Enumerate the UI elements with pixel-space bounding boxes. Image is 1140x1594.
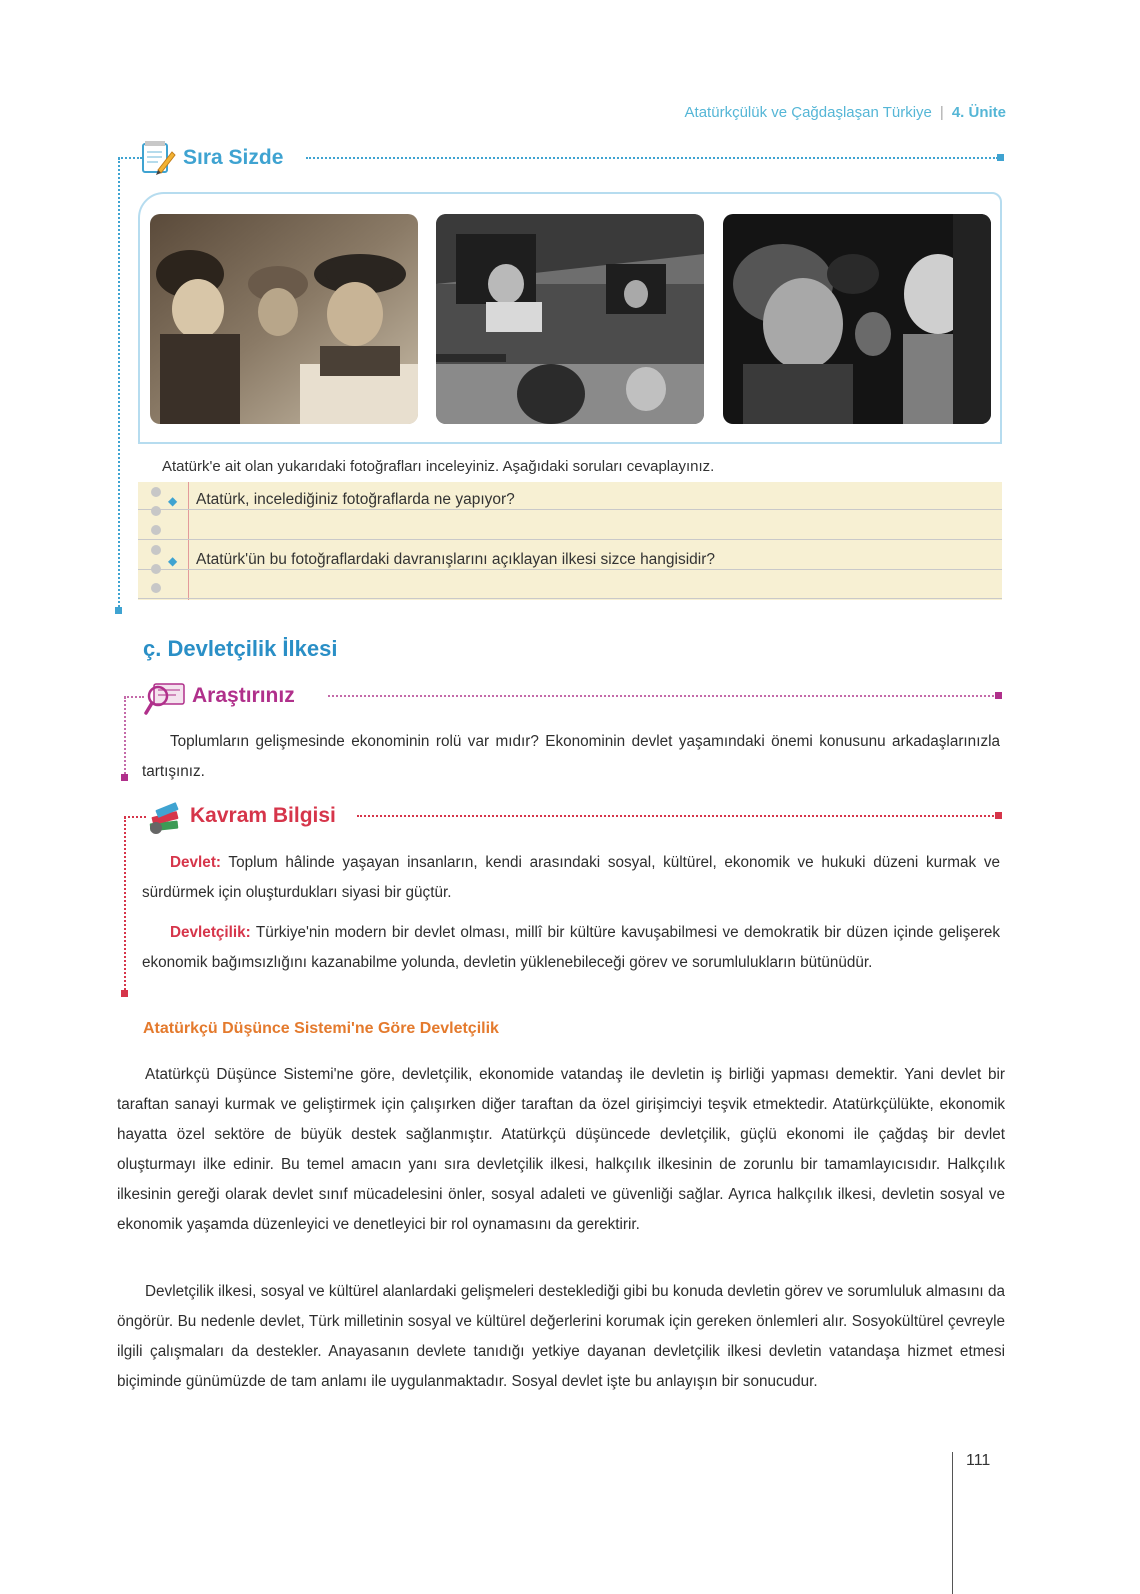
kavram-end-marker	[121, 990, 128, 997]
paragraph-1: Atatürkçü Düşünce Sistemi'ne göre, devletçilik, ekonomide vatandaş ile devletin iş birliği yapması demektir. Yani devlet bir taraftan sanayi kurmak ve geliştirmek için çalışırken diğer taraftan da özel girişimciyi teşvik etmektedir. Atatürkçülükte, ekonomik hayatta özel sektöre de büyük destek sağlanmıştır. Atatürkçü düşüncede devletçilik, güçlü ekonomi ile çağdaş bir devlet oluşturmayı ilke edinir. Bu temel amacın yanı sıra devletçilik ilkesi, halkçılık ilkesinin de zorunlu bir tamamlayıcısıdır. Halkçılık ilkesinin gereği olarak devlet sınıf mücadelesini önler, sosyal adaleti ve güvenliği sağlar. Ayrıca halkçılık ilkesi, devletin sosyal ve ekonomik yaşamda düzenleyici ve denetleyici bir rol oynamasını da gerektirir.	[117, 1066, 1005, 1233]
term-label: Devlet:	[170, 854, 222, 871]
arastiriniz-stub	[124, 696, 144, 698]
sira-sizde-end-marker	[115, 607, 122, 614]
notebook-hole	[151, 545, 161, 555]
notebook-hole	[151, 506, 161, 516]
notebook-rule	[138, 509, 1002, 510]
term-label: Devletçilik:	[170, 924, 251, 941]
unit-label: 4. Ünite	[951, 104, 1006, 121]
notebook-rule	[138, 539, 1002, 540]
sira-sizde-connector	[118, 158, 120, 610]
sira-sizde-stub	[118, 157, 142, 159]
kavram-rule-end	[995, 812, 1002, 819]
sira-sizde-title: Sıra Sizde	[183, 146, 284, 169]
arastiriniz-rule	[328, 695, 998, 697]
notebook-hole	[151, 525, 161, 535]
question-2: Atatürk'ün bu fotoğraflardaki davranışlarını açıklayan ilkesi sizce hangisidir?	[196, 551, 716, 568]
notebook-hole	[151, 583, 161, 593]
sira-sizde-instruction: Atatürk'e ait olan yukarıdaki fotoğrafları inceleyiniz. Aşağıdaki soruları cevaplayınız.	[162, 458, 715, 475]
kavram-rule	[357, 815, 998, 817]
running-header: Atatürkçülük ve Çağdaşlaşan Türkiye | 4. Ünite	[684, 104, 1006, 121]
photo-ataturk-with-people	[150, 214, 418, 424]
bullet-icon: ◆	[168, 494, 178, 508]
arastiriniz-connector	[124, 697, 126, 777]
kavram-title: Kavram Bilgisi	[190, 804, 336, 827]
kavram-item-devlet	[142, 848, 1000, 908]
arastiriniz-text: Toplumların gelişmesinde ekonominin rolü var mıdır? Ekonominin devlet yaşamındaki önemi konusunu arkadaşlarınızla tartışınız.	[142, 733, 1000, 780]
chapter-title: Atatürkçülük ve Çağdaşlaşan Türkiye	[684, 104, 932, 121]
kavram-stub	[124, 816, 146, 818]
notebook-margin-line	[188, 482, 189, 600]
arastiriniz-end-marker	[121, 774, 128, 781]
sira-sizde-rule	[306, 157, 998, 159]
kavram-item-devletcilik	[142, 918, 1000, 978]
subheading: Atatürkçü Düşünce Sistemi'ne Göre Devletçilik	[143, 1020, 499, 1037]
page-number: 111	[966, 1452, 991, 1469]
notebook-rule	[138, 569, 1002, 570]
sira-sizde-rule-end	[997, 154, 1004, 161]
bullet-icon: ◆	[168, 554, 178, 568]
photo-ataturk-train	[436, 214, 704, 424]
paragraph-2: Devletçilik ilkesi, sosyal ve kültürel alanlardaki gelişmeleri desteklediği gibi bu konuda devletin görev ve sorumluluk almasını da öngörür. Bu nedenle devlet, Türk milletinin sosyal ve kültürel değerlerini korumak için gereken önlemleri alır. Sosyokültürel çevreyle ilgili çalışmaları da destekler. Anayasanın devlete tanıdığı yetkiye dayanan devletçilik ilkesi devletin vatandaşa hizmet etmesi biçiminde günümüzde de tam anlamı ile uygulanmaktadır. Sosyal devlet işte bu anlayışın bir sonucudur.	[117, 1283, 1005, 1390]
term-definition: Toplum hâlinde yaşayan insanların, kendi arasındaki sosyal, kültürel, ekonomik ve hukuki düzeni kurmak ve sürdürmek için oluşturdukları siyasi bir güçtür.	[142, 854, 1000, 901]
term-definition: Türkiye'nin modern bir devlet olması, millî bir kültüre kavuşabilmesi ve demokratik bir düzen içinde gelişerek ekonomik bağımsızlığını kazanabilme yolunda, devletin yüklenebileceği görev ve sorumlulukların bütünüdür.	[142, 924, 1000, 971]
notebook-rule	[138, 598, 1002, 599]
arastiriniz-title: Araştırınız	[192, 684, 295, 707]
magnifier-icon	[144, 682, 186, 716]
section-heading: ç. Devletçilik İlkesi	[143, 636, 338, 661]
page-number-divider	[952, 1452, 953, 1594]
photo-ataturk-conversation	[723, 214, 991, 424]
arastiriniz-rule-end	[995, 692, 1002, 699]
notebook-hole	[151, 487, 161, 497]
notebook-hole	[151, 564, 161, 574]
question-1: Atatürk, incelediğiniz fotoğraflarda ne yapıyor?	[196, 491, 515, 508]
notepad-pencil-icon	[140, 140, 176, 176]
question-notebook	[138, 482, 1002, 600]
books-icon	[146, 802, 184, 836]
kavram-connector	[124, 817, 126, 993]
